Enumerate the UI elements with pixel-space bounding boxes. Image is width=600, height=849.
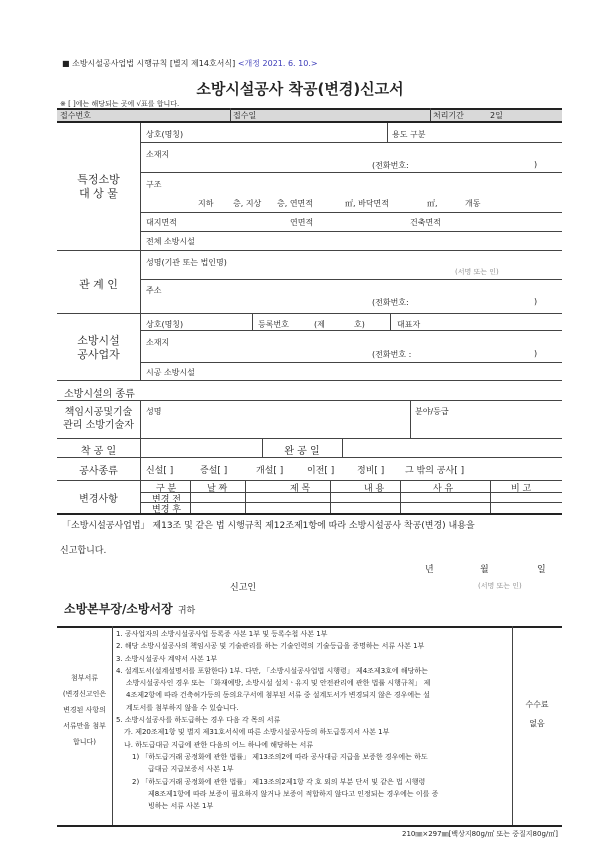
contractor-address[interactable]: 소재지 xyxy=(146,338,170,347)
target-underground: 지하 xyxy=(198,199,214,208)
contractor-label-line2: 공사업자 xyxy=(77,348,120,361)
revision-text: <개정 2021. 6. 10.> xyxy=(237,59,318,68)
technician-field-grade[interactable]: 분야/등급 xyxy=(415,407,449,416)
declaration-text-line2: 신고합니다. xyxy=(60,546,107,556)
reporter-label: 신고인 xyxy=(230,583,257,593)
target-sqm: ㎡, xyxy=(427,199,438,208)
attachment-item: 나. 하도급대금 지급에 관한 다음의 어느 하나에 해당하는 서류 xyxy=(124,740,314,749)
work-type-expand[interactable]: 증설[ ] xyxy=(200,466,228,476)
attachment-item: 2) 「하도급거래 공정화에 관한 법률」 제13조의2제1항 각 호 외의 부분 단서 및 같은 법 시행령 xyxy=(132,777,426,786)
attachment-item: 2. 해당 소방시설공사의 책임시공 및 기술관리를 하는 기술인력의 기술등급을 증명하는 서류 사본 1부 xyxy=(116,642,425,651)
target-buildings: 개동 xyxy=(465,199,481,208)
change-col-content: 내 용 xyxy=(364,484,385,494)
change-col-title: 제 목 xyxy=(290,484,311,494)
attachment-item: 5. 소방시설공사를 하도급하는 경우 다음 각 목의 서류 xyxy=(116,716,281,725)
target-structure[interactable]: 구조 xyxy=(146,180,162,189)
target-sqm-building: ㎡, 바닥면적 xyxy=(345,199,389,208)
target-phone-close: ) xyxy=(534,160,538,169)
target-land-area[interactable]: 대지면적 xyxy=(146,218,177,227)
form-reference xyxy=(62,58,318,69)
change-col-note: 비 고 xyxy=(511,484,532,494)
stakeholder-name[interactable]: 성명(기관 또는 법인명) xyxy=(146,258,227,267)
target-total-area[interactable]: 연면적 xyxy=(290,218,314,227)
contractor-label-line1: 소방시설 xyxy=(77,334,120,347)
stakeholder-address[interactable]: 주소 xyxy=(146,286,162,295)
technician-label-line1: 책임시공및기술 xyxy=(64,407,133,418)
form-ref-text: ■ 소방시설공사업법 시행규칙 [별지 제14호서식] xyxy=(62,59,236,68)
attachments-note-4: 합니다) xyxy=(72,738,97,746)
recipient xyxy=(64,598,195,617)
declaration-month: 월 xyxy=(480,565,489,575)
target-address[interactable]: 소재지 xyxy=(146,150,170,159)
technician-label-line2: 관리 소방기술자 xyxy=(63,420,134,431)
work-type-label: 공사종류 xyxy=(79,466,118,477)
attachment-item: 1. 공사업자의 소방시설공사업 등록증 사본 1부 및 등록수첩 사본 1부 xyxy=(116,630,328,638)
attachment-item: 소방시설공사인 경우 또는 「화재예방, 소방시설 설치ㆍ유지 및 안전관리에 관한 법률 시행규칙」 제 xyxy=(126,679,431,688)
recipient-honorific: 귀하 xyxy=(177,606,196,616)
receipt-date: 접수일 xyxy=(233,111,257,120)
stakeholder-sign: (서명 또는 인) xyxy=(455,268,499,276)
attachment-item: 계도서를 첨부하지 않을 수 있습니다. xyxy=(126,703,239,712)
attachments-label xyxy=(57,670,112,750)
contractor-phone-close: ) xyxy=(534,349,538,358)
attachment-item: 3. 소방시설공사 계약서 사본 1부 xyxy=(116,654,218,663)
contractor-representative[interactable]: 대표자 xyxy=(397,320,421,329)
attachment-item: 급대금 지급보증서 사본 1부 xyxy=(148,765,234,774)
technician-name[interactable]: 성명 xyxy=(146,407,162,416)
work-type-other[interactable]: 그 밖의 공사[ ] xyxy=(405,466,465,476)
recipient-name: 소방본부장/소방서장 xyxy=(64,602,173,616)
paper-spec: 210㎜×297㎜[백상지80g/㎡ 또는 중질지80g/㎡] xyxy=(401,830,558,838)
attachment-item: 제8조제1항에 따라 보증이 필요하지 않거나 보증이 적합하지 않다고 인정되는 경우에는 이를 증 xyxy=(148,789,439,798)
target-label-line1: 특정소방 xyxy=(77,173,120,186)
page-title: 소방시설공사 착공(변경)신고서 xyxy=(196,80,404,98)
attachment-item: 빙하는 서류 사본 1부 xyxy=(148,802,214,811)
contractor-reg-no[interactable]: 등록번호 xyxy=(258,320,289,329)
processing-period-label: 처리기간 xyxy=(433,111,464,120)
contractor-label xyxy=(57,334,140,362)
fee-value: 없음 xyxy=(529,719,545,728)
declaration-year: 년 xyxy=(425,565,434,575)
work-type-new[interactable]: 신설[ ] xyxy=(146,466,174,476)
target-all-facilities[interactable]: 전체 소방시설 xyxy=(146,237,195,246)
target-label xyxy=(57,173,140,201)
completion-date-label: 완 공 일 xyxy=(284,446,320,457)
declaration-text-line1: 「소방시설공사업법」 제13조 및 같은 법 시행규칙 제12조제1항에 따라 소방시설공사 착공(변경) 내용을 xyxy=(62,521,475,531)
start-date-label: 착 공 일 xyxy=(80,446,117,457)
contractor-name[interactable]: 상호(명칭) xyxy=(146,320,184,329)
processing-period-value: 2일 xyxy=(490,111,503,120)
change-row-before: 변경 전 xyxy=(152,495,181,505)
contractor-reg-ho: 호) xyxy=(354,320,365,329)
attachment-item: 가. 제20조제1항 및 별지 제31호서식에 따른 소방시설공사등의 하도급통지서 사본 1부 xyxy=(124,728,390,737)
attachments-note-2: 변경된 사항의 xyxy=(63,706,106,714)
change-col-reason: 사 유 xyxy=(433,484,454,494)
attachment-item: 1) 「하도급거래 공정화에 관한 법률」 제13조의2에 따라 공사대금 지급을 보증한 경우에는 하도 xyxy=(132,752,428,761)
target-name[interactable]: 상호(명칭) xyxy=(146,130,184,139)
target-floor-ground: 층, 지상 xyxy=(233,199,262,208)
checkbox-note: ※ [ ]에는 해당되는 곳에 √표를 합니다. xyxy=(60,100,180,108)
technician-label xyxy=(57,406,140,432)
attachments-note-3: 서류만을 첨부 xyxy=(63,722,106,730)
attachments-label-title: 첨부서류 xyxy=(70,674,99,682)
contractor-phone[interactable]: (전화번호 : xyxy=(372,350,412,359)
receipt-number: 접수번호 xyxy=(60,111,91,120)
stakeholder-phone-close: ) xyxy=(534,297,538,306)
attachments-note-1: (변경신고인은 xyxy=(62,690,107,698)
work-type-maintain[interactable]: 정비[ ] xyxy=(357,466,385,476)
target-floor-area: 층, 연면적 xyxy=(277,199,313,208)
change-col-category: 구 분 xyxy=(156,484,177,494)
target-phone[interactable]: (전화번호: xyxy=(372,161,409,170)
contractor-facilities[interactable]: 시공 소방시설 xyxy=(146,368,195,377)
change-label: 변경사항 xyxy=(79,494,118,505)
target-label-line2: 대 상 물 xyxy=(79,187,118,200)
work-type-relocate[interactable]: 이전[ ] xyxy=(307,466,335,476)
stakeholder-label: 관 계 인 xyxy=(79,278,118,291)
attachments-list xyxy=(116,628,438,812)
declaration-day: 일 xyxy=(537,565,546,575)
change-col-date: 날 짜 xyxy=(207,484,228,494)
reporter-sign: (서명 또는 인) xyxy=(478,582,522,590)
work-type-renovate[interactable]: 개설[ ] xyxy=(256,466,284,476)
target-building-area[interactable]: 건축면적 xyxy=(410,218,441,227)
fee-label: 수수료 xyxy=(525,700,549,709)
facility-type-label: 소방시설의 종류 xyxy=(64,389,135,400)
attachment-item: 4. 설계도서(설계설명서를 포함한다) 1부. 다만, 「소방시설공사업법 시행령」 제4조제3호에 해당하는 xyxy=(116,666,428,675)
contractor-reg-je: (제 xyxy=(314,320,325,329)
attachment-item: 4조제2항에 따라 건축허가등의 동의요구서에 첨부된 서류 중 설계도서가 변경되지 않은 경우에는 설 xyxy=(126,691,430,700)
target-usage[interactable]: 용도 구분 xyxy=(392,130,426,139)
stakeholder-phone[interactable]: (전화번호: xyxy=(372,298,409,307)
change-row-after: 변경 후 xyxy=(152,505,181,515)
